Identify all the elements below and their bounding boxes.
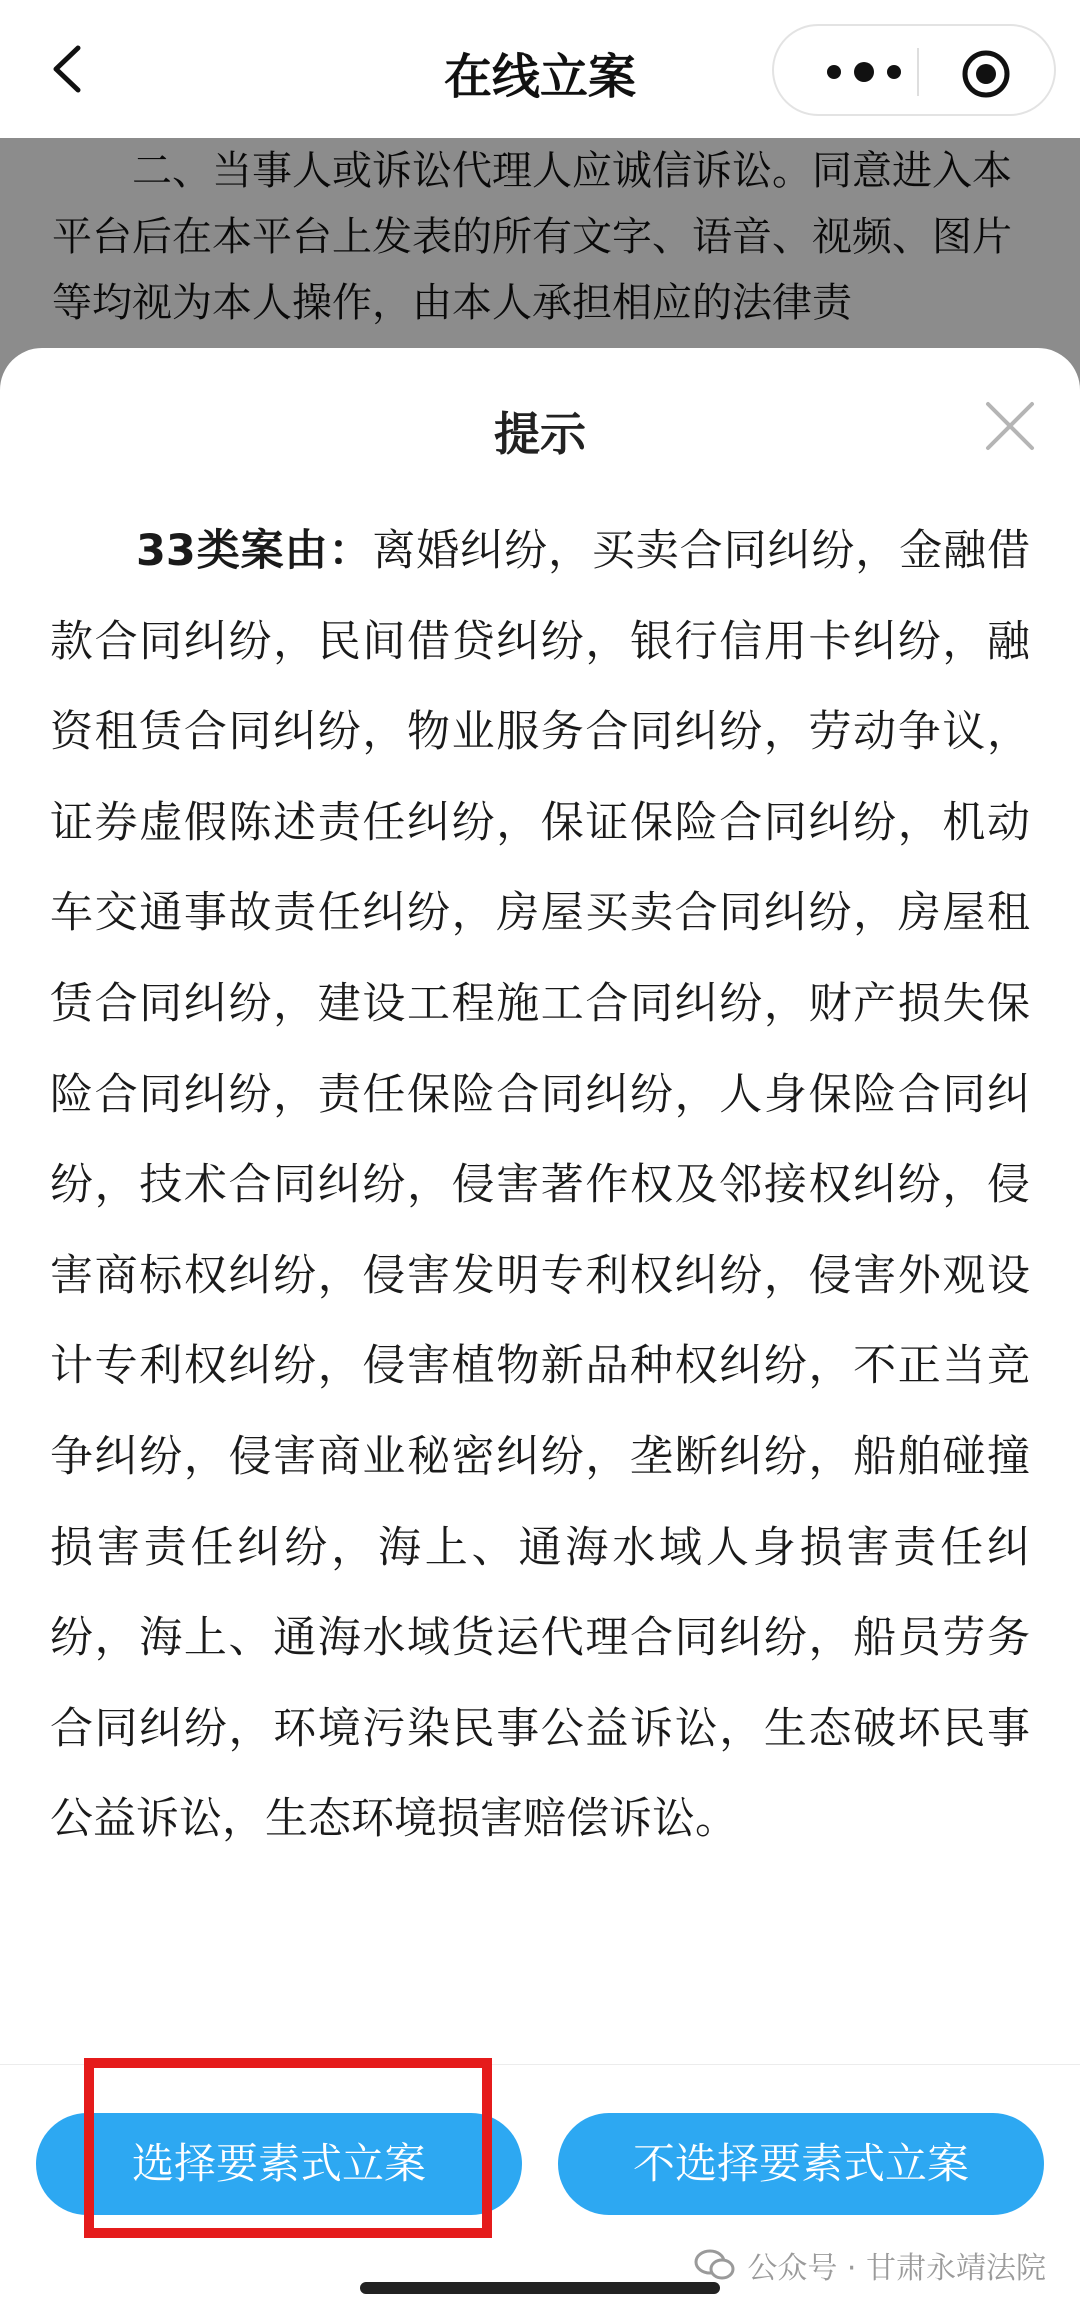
case-types-text (50, 506, 1030, 1865)
watermark (693, 2242, 1046, 2288)
watermark-text: 公众号 · 甘肃永靖法院 (747, 2251, 1046, 2286)
close-icon[interactable] (982, 398, 1038, 454)
tip-dialog (0, 348, 1080, 2310)
wechat-official-account-icon (693, 2247, 737, 2283)
miniprogram-capsule (772, 24, 1056, 116)
agreement-paragraph: 二、当事人或诉讼代理人应诚信诉讼。同意进入本平台后在本平台上发表的所有文字、语音、视频、图片等均视为本人操作，由本人承担相应的法律责 (52, 148, 1012, 326)
case-types-list: 离婚纠纷，买卖合同纠纷，金融借款合同纠纷，民间借贷纠纷，银行信用卡纠纷，融资租赁合同纠纷，物业服务合同纠纷，劳动争议，证券虚假陈述责任纠纷，保证保险合同纠纷，机动车交通事故责任纠纷，房屋买卖合同纠纷，房屋租赁合同纠纷，建设工程施工合同纠纷，财产损失保险合同纠纷，责任保险合同纠纷，人身保险合同纠纷，技术合同纠纷，侵害著作权及邻接权纠纷，侵害商标权纠纷，侵害发明专利权纠纷，侵害外观设计专利权纠纷，侵害植物新品种权纠纷，不正当竞争纠纷，侵害商业秘密纠纷，垄断纠纷，船舶碰撞损害责任纠纷，海上、通海水域人身损害责任纠纷，海上、通海水域货运代理合同纠纷，船员劳务合同纠纷，环境污染民事公益诉讼，生态破坏民事公益诉讼，生态环境损害赔偿诉讼。 (50, 526, 1031, 1845)
top-navbar (0, 0, 1080, 138)
select-element-filing-button[interactable]: 选择要素式立案 (36, 2113, 522, 2215)
home-indicator[interactable] (360, 2282, 720, 2294)
no-select-element-filing-button[interactable]: 不选择要素式立案 (558, 2113, 1044, 2215)
dialog-title: 提示 (494, 407, 586, 461)
close-miniprogram-icon[interactable] (960, 48, 1012, 100)
case-types-lead: 33类案由： (136, 526, 373, 576)
more-dots-icon[interactable] (812, 52, 916, 92)
page-title: 在线立案 (443, 49, 636, 105)
red-highlight-box (84, 2058, 492, 2238)
capsule-divider (917, 48, 919, 96)
